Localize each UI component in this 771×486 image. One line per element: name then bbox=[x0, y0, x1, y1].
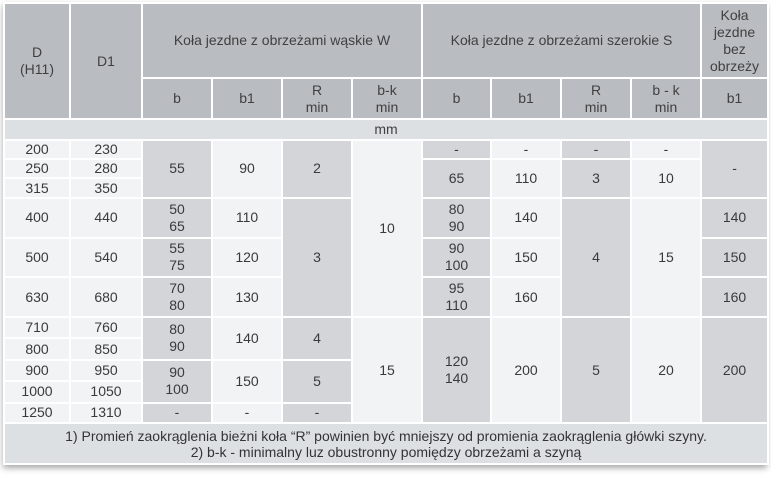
cell-bez-b1: - bbox=[701, 140, 768, 198]
table-row bbox=[4, 317, 768, 338]
footnote-2: 2) b-k - minimalny luz obustronny pomiędzy obrzeżami a szyną bbox=[190, 443, 582, 460]
header-s-b1: b1 bbox=[491, 78, 561, 119]
cell-w-b: 70 80 bbox=[142, 277, 212, 317]
cell-w-b1: 140 bbox=[212, 317, 282, 360]
cell-w-r: 5 bbox=[282, 360, 352, 403]
cell-d1: 1050 bbox=[70, 381, 142, 402]
cell-d1: 950 bbox=[70, 360, 142, 381]
cell-w-r: 3 bbox=[282, 198, 352, 317]
cell-w-b: 55 75 bbox=[142, 238, 212, 278]
cell-w-b: 55 bbox=[142, 140, 212, 198]
cell-d1: 680 bbox=[70, 277, 142, 317]
cell-w-b1: 110 bbox=[212, 198, 282, 238]
cell-bez-b1: 200 bbox=[701, 317, 768, 423]
cell-s-b1: 150 bbox=[491, 238, 561, 278]
cell-w-b1: 150 bbox=[212, 360, 282, 403]
cell-w-bk: 15 bbox=[352, 317, 422, 423]
cell-w-b1: - bbox=[212, 403, 282, 423]
cell-w-b1: 90 bbox=[212, 140, 282, 198]
cell-s-b: - bbox=[422, 140, 491, 159]
header-group-narrow: Koła jezdne z obrzeżami wąskie W bbox=[142, 3, 422, 78]
cell-d: 1000 bbox=[4, 381, 70, 402]
cell-d1: 1310 bbox=[70, 403, 142, 423]
header-bez-b1: b1 bbox=[701, 78, 768, 119]
cell-s-r: 4 bbox=[561, 198, 631, 317]
cell-d: 800 bbox=[4, 338, 70, 359]
cell-d1: 280 bbox=[70, 159, 142, 178]
cell-bez-b1: 160 bbox=[701, 277, 768, 317]
footnotes bbox=[4, 423, 768, 464]
cell-s-bk: 20 bbox=[631, 317, 701, 423]
cell-s-b: 90 100 bbox=[422, 238, 491, 278]
cell-d: 400 bbox=[4, 198, 70, 238]
cell-d1: 230 bbox=[70, 140, 142, 159]
cell-d: 250 bbox=[4, 159, 70, 178]
cell-s-b1: 200 bbox=[491, 317, 561, 423]
header-w-b1: b1 bbox=[212, 78, 282, 119]
cell-w-b1: 130 bbox=[212, 277, 282, 317]
cell-d: 200 bbox=[4, 140, 70, 159]
footnote-row bbox=[4, 423, 768, 464]
header-row-1 bbox=[4, 3, 768, 78]
cell-d1: 760 bbox=[70, 317, 142, 338]
cell-w-bk: 10 bbox=[352, 140, 422, 317]
header-s-bk: b - k min bbox=[631, 78, 701, 119]
table-container bbox=[3, 2, 767, 465]
header-group-no-flange: Koła jezdne bez obrzeży bbox=[701, 3, 768, 78]
cell-d1: 440 bbox=[70, 198, 142, 238]
cell-s-r: 3 bbox=[561, 159, 631, 198]
cell-s-b1: 160 bbox=[491, 277, 561, 317]
unit-label: mm bbox=[4, 119, 768, 139]
cell-s-b1: 140 bbox=[491, 198, 561, 238]
cell-d: 630 bbox=[4, 277, 70, 317]
cell-w-b1: 120 bbox=[212, 238, 282, 278]
cell-s-b1: - bbox=[491, 140, 561, 159]
cell-s-b: 95 110 bbox=[422, 277, 491, 317]
cell-w-b: 50 65 bbox=[142, 198, 212, 238]
footnote-1: 1) Promień zaokrąglenia bieżni koła “R” powinien być mniejszy od promienia zaokrąglenia główki szyny. bbox=[65, 427, 707, 444]
cell-d: 710 bbox=[4, 317, 70, 338]
cell-s-b1: 110 bbox=[491, 159, 561, 198]
cell-s-b: 120 140 bbox=[422, 317, 491, 423]
cell-d: 500 bbox=[4, 238, 70, 278]
table-row bbox=[4, 140, 768, 159]
header-w-bk: b-k min bbox=[352, 78, 422, 119]
header-d: D (H11) bbox=[4, 3, 70, 119]
cell-d1: 350 bbox=[70, 178, 142, 197]
cell-d1: 540 bbox=[70, 238, 142, 278]
cell-d: 1250 bbox=[4, 403, 70, 423]
cell-s-bk: - bbox=[631, 140, 701, 159]
header-w-r: R min bbox=[282, 78, 352, 119]
header-w-b: b bbox=[142, 78, 212, 119]
cell-s-b: 65 bbox=[422, 159, 491, 198]
header-s-r: R min bbox=[561, 78, 631, 119]
cell-s-b: 80 90 bbox=[422, 198, 491, 238]
cell-w-b: 80 90 bbox=[142, 317, 212, 360]
unit-row bbox=[4, 119, 768, 139]
cell-s-bk: 10 bbox=[631, 159, 701, 198]
cell-bez-b1: 140 bbox=[701, 198, 768, 238]
cell-w-r: - bbox=[282, 403, 352, 423]
header-s-b: b bbox=[422, 78, 491, 119]
cell-w-b: - bbox=[142, 403, 212, 423]
cell-s-r: - bbox=[561, 140, 631, 159]
cell-s-bk: 15 bbox=[631, 198, 701, 317]
header-group-wide: Koła jezdne z obrzeżami szerokie S bbox=[422, 3, 701, 78]
cell-d: 900 bbox=[4, 360, 70, 381]
cell-bez-b1: 150 bbox=[701, 238, 768, 278]
cell-d: 315 bbox=[4, 178, 70, 197]
cell-w-r: 4 bbox=[282, 317, 352, 360]
header-d1: D1 bbox=[70, 3, 142, 119]
cell-w-b: 90 100 bbox=[142, 360, 212, 403]
cell-d1: 850 bbox=[70, 338, 142, 359]
wheel-dimensions-table bbox=[3, 2, 769, 465]
cell-w-r: 2 bbox=[282, 140, 352, 198]
cell-s-r: 5 bbox=[561, 317, 631, 423]
